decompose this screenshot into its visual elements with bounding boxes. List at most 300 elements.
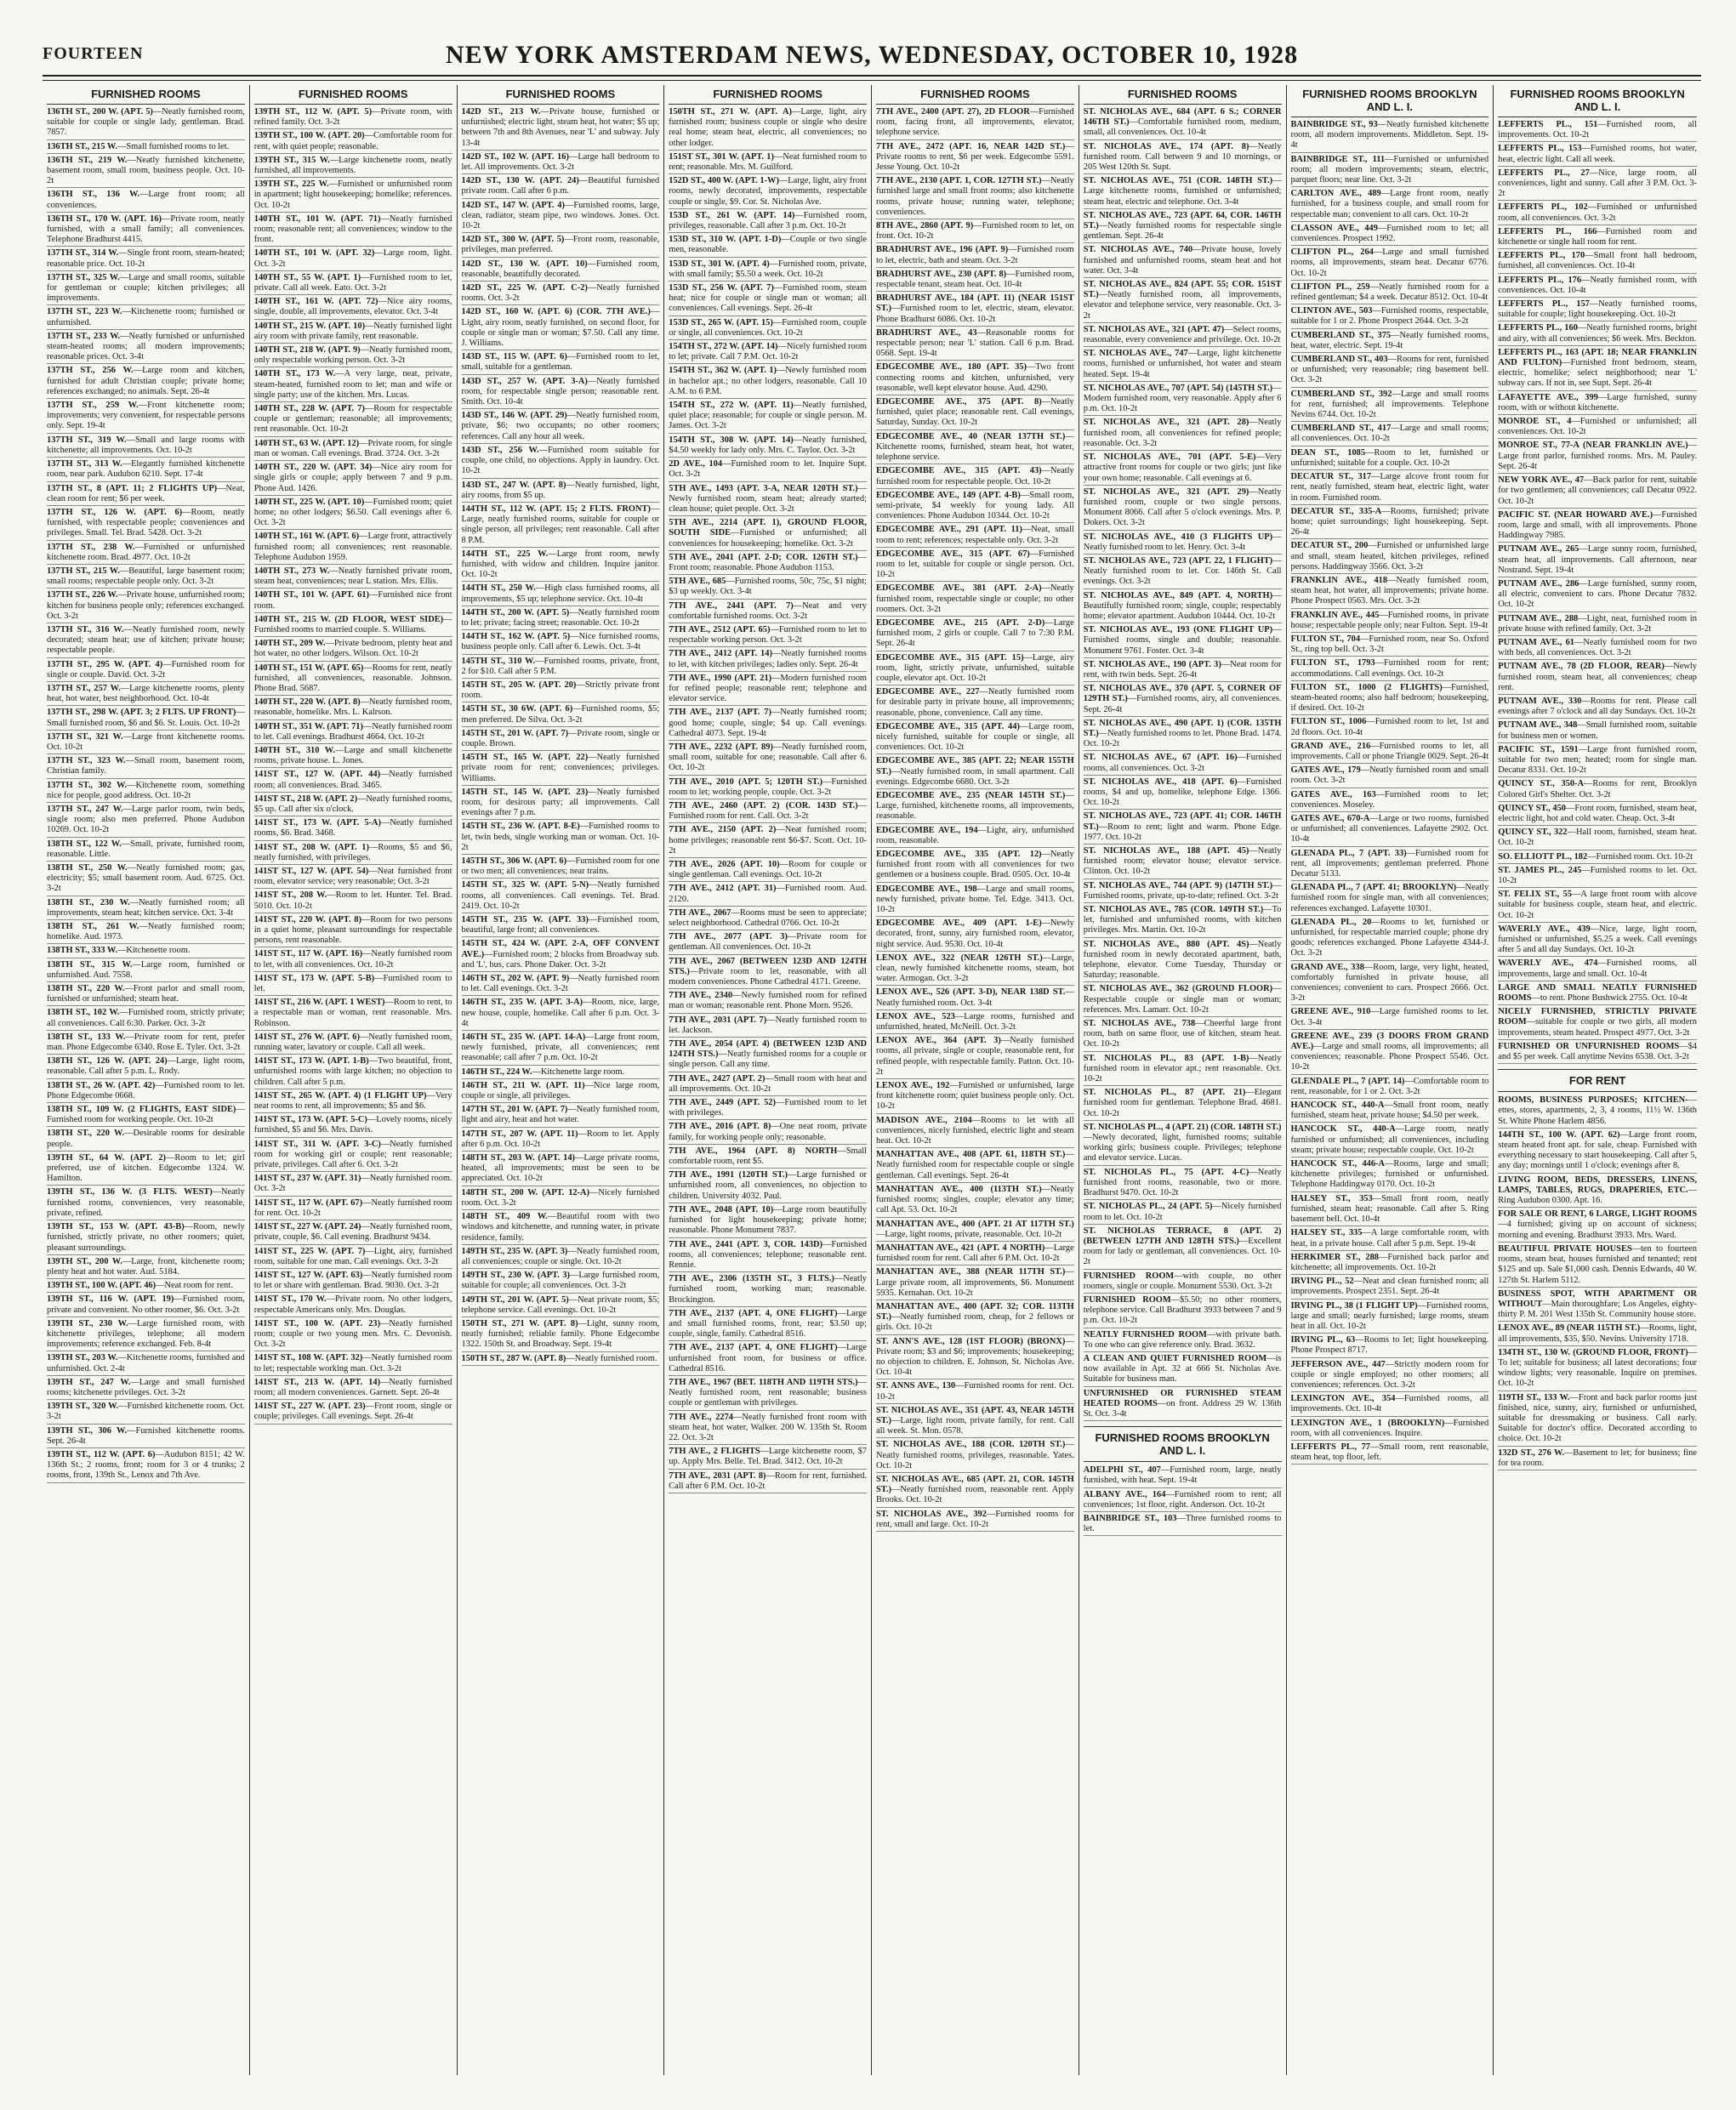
ad-separator: — — [891, 1312, 901, 1322]
classified-ad — [669, 342, 867, 364]
ad-text: Neatly furnished room; good home; couple, single; $4 up. Call evenings. Cathedral 4073. Sept. 19-4t — [669, 708, 867, 738]
ad-text: Neatly furnished rooms to let, with kitchen privileges; ladies only. Sept. 26-4t — [669, 649, 867, 669]
ad-address: 140TH ST., 63 W. (APT. 12) — [253, 438, 360, 448]
ad-separator: — — [578, 1318, 587, 1328]
classified-ad — [876, 583, 1074, 617]
ad-text: Furnished room to let; all conveniences. Prospect 1992. — [1290, 223, 1489, 244]
classified-ad — [1498, 1448, 1697, 1470]
ad-text: Private house, furnished or unfurnished; electric light, steam heat, hot water; $5 up; between 7th and 8th Avenues, near 'L' and subway. July 13-4t — [461, 107, 660, 148]
ad-separator: — — [857, 483, 867, 493]
column-heading: FURNISHED ROOMS — [669, 85, 867, 105]
ad-address: 7TH AVE., 2016 (APT. 8) — [669, 1122, 771, 1132]
classified-ad — [47, 1222, 245, 1255]
ad-text: Neatly furnished room, rent reasonable; business couple or gentleman with privileges. — [669, 1388, 867, 1408]
classified-ad — [669, 1146, 867, 1169]
ad-address: 150TH ST., 271 W. (APT. 8) — [461, 1318, 578, 1328]
ad-address: EDGECOMBE AVE., 409 (APT. 1-E) — [876, 919, 1042, 929]
ad-separator: — — [1366, 717, 1375, 727]
ad-text: Large parlor room, twin beds, single room; also men preferred. Phone Audubon 10269. Oct. 10-2t — [47, 804, 245, 835]
ad-address: HANCOCK ST., 440-A — [1290, 1124, 1396, 1135]
ad-address: 138TH ST., 109 W. (2 FLIGHTS, EAST SIDE) — [47, 1105, 236, 1115]
ad-text: Newly decorated, front, sunny, airy furnished room, elevator, night service. Aud. 9530. Oct. 10-4t — [876, 919, 1074, 949]
ad-separator: — — [1160, 1465, 1170, 1476]
ad-address: SO. ELLIOTT PL., 182 — [1498, 851, 1588, 862]
classified-ad — [669, 649, 867, 671]
ad-separator: — — [1571, 890, 1581, 900]
ad-separator: — — [1362, 1228, 1371, 1238]
ad-separator: — — [1041, 919, 1051, 929]
ad-text: $4 and $5 per week. Call anytime Nevins 6538. Oct. 3-2t — [1498, 1041, 1697, 1062]
classified-ad — [876, 293, 1074, 327]
classified-ad — [1084, 487, 1282, 531]
classified-ad — [1498, 227, 1697, 249]
classified-ad — [254, 321, 452, 344]
ad-text: Nice, large room, all conveniences, light and sunny. Call after 3 P.M. Oct. 3-2t — [1498, 168, 1697, 199]
ad-separator: — — [771, 649, 782, 659]
ad-separator: — — [122, 731, 132, 742]
ad-address: 141ST ST., 173 W. (APT. 1-B) — [253, 1056, 369, 1066]
classified-ad — [47, 946, 245, 958]
ad-separator: — — [1631, 1243, 1642, 1254]
ad-text: Front room, single or couple; privileges. Call evenings. Sept. 26-4t — [253, 1402, 452, 1422]
classified-ad — [462, 729, 660, 751]
classified-ad — [876, 1440, 1074, 1473]
ad-address: 137TH ST., 295 W. (APT. 4) — [47, 659, 163, 669]
ad-address: ST. ANN'S AVE., 128 (1ST FLOOR) (BRONX) — [876, 1336, 1066, 1346]
ad-address: 137TH ST., 126 W. (APT. 6) — [47, 507, 183, 517]
ad-text: Neatly furnished room to let. Jackson. — [669, 1015, 868, 1035]
ad-separator: — — [1442, 682, 1452, 692]
ad-text: Large private room, all improvements, $6. Monument 5935. Kernahan. Oct. 10-2t — [876, 1277, 1074, 1298]
ad-address: 141ST ST., 117 W. (APT. 16) — [253, 949, 363, 959]
ad-separator: — — [1542, 1299, 1551, 1309]
classified-columns — [43, 85, 1701, 2075]
ad-separator: — — [891, 766, 901, 776]
ad-address: 140TH ST., 101 W. (APT. 32) — [253, 248, 375, 259]
ad-separator: — — [1249, 418, 1258, 428]
ad-address: LAFAYETTE AVE., 399 — [1498, 392, 1598, 402]
ad-separator: — — [548, 549, 557, 559]
ad-address: 7TH AVE., 2472 (APT. 16, NEAR 142D ST.) — [876, 141, 1066, 151]
classified-ad — [47, 1056, 245, 1078]
classified-ad — [669, 1240, 867, 1273]
ad-address: 5TH AVE., 1493 (APT. 3-A, NEAR 120TH ST.) — [669, 483, 858, 493]
ad-separator: — — [1589, 299, 1599, 310]
classified-ad — [47, 484, 245, 506]
ad-address: 153D ST., 256 W. (APT. 7) — [669, 283, 774, 293]
classified-ad — [254, 615, 452, 637]
classified-ad — [1291, 331, 1489, 353]
ad-text: Large front parlor, furnished rooms. Mrs. M. Pauley. Sept. 26-4t — [1498, 451, 1697, 471]
ad-address: PUTNAM AVE., 265 — [1498, 544, 1579, 555]
classified-ad — [254, 345, 452, 367]
ad-separator: — — [1379, 1252, 1388, 1262]
ad-address: ST. NICHOLAS AVE., 362 (GROUND FLOOR) — [1083, 984, 1273, 994]
ad-separator: — — [576, 680, 585, 690]
newspaper-title: NEW YORK AMSTERDAM NEWS, WEDNESDAY, OCTOBER 10, 1928 — [445, 41, 1299, 69]
ad-text: Elegant furnished room for gentleman. Telephone Brad. 4681. Oct. 10-2t — [1083, 1088, 1282, 1118]
ad-text: Room to rent, to a respectable man or woman, rent reasonable. Mrs. Robinson. — [253, 998, 452, 1028]
classified-ad — [1084, 1202, 1282, 1224]
ad-text: Large private rooms, heated, all improvements; must be seen to be appreciated. Oct. 10-2t — [461, 1153, 660, 1184]
ad-separator: — — [380, 818, 390, 828]
ad-text: Furnished rooms to let. Oct. 10-2t — [1498, 865, 1697, 885]
ad-address: 139TH ST., 203 W. — [47, 1353, 118, 1363]
ad-separator: — — [566, 480, 575, 490]
ad-separator: — — [1157, 1398, 1167, 1408]
ad-separator: — — [362, 721, 373, 731]
ad-text: Hall room, furnished, steam heat. Oct. 10-2t — [1498, 828, 1698, 848]
ad-text: Rooms to let; light housekeeping. Phone Prospect 8717. — [1290, 1335, 1489, 1356]
ad-separator: — — [1590, 924, 1600, 934]
classified-ad — [254, 998, 452, 1031]
classified-ad — [47, 960, 245, 982]
ad-text: Neatly furnished, quiet place; reasonable rent. Call evenings, Saturday, Sunday. Oct. 10-2t — [876, 397, 1074, 428]
classified-ad — [254, 498, 452, 531]
ad-text: Rooms for rent, neatly furnished, all conveniences, reasonable. Johnson. Phone Brad. 5687. — [253, 663, 452, 693]
ad-address: LENOX AVE., 523 — [876, 1011, 955, 1021]
classified-ad — [47, 781, 245, 803]
classified-ad — [462, 608, 660, 630]
ad-text: Private room for gentleman. All conveniences. Oct. 10-2t — [669, 932, 867, 953]
classified-ad — [254, 818, 452, 840]
classified-ad — [1498, 1095, 1697, 1129]
ad-separator: — — [368, 1056, 379, 1066]
ad-address: 140TH ST., 101 W. (APT. 61) — [253, 590, 369, 600]
ad-text: Furnished or unfurnished kitchenette room. Brad. 4977. Oct. 10-2t — [47, 542, 245, 562]
classified-ad — [462, 201, 660, 234]
ad-separator: — — [1377, 223, 1387, 233]
classified-ad — [462, 822, 660, 855]
ad-separator: — — [1006, 269, 1016, 279]
ad-text: Neatly furnished room; reasonable rent; all conveniences; window to the front. — [253, 213, 452, 245]
ad-text: Neatly furnished room, all improvements, elevator and telephone service, very reasonable. Oct. 3-2t — [1083, 290, 1282, 321]
ad-address: 153D ST., 310 W. (APT. 1-D) — [669, 235, 782, 245]
ad-separator: — — [538, 445, 548, 455]
ad-address: 138TH ST., 26 W. (APT. 42) — [47, 1080, 156, 1090]
column-6 — [1079, 85, 1287, 2075]
classified-ad — [1084, 846, 1282, 879]
classified-ad — [669, 1471, 867, 1493]
classified-ad — [1084, 777, 1282, 810]
ad-address: 147TH ST., 207 W. (APT. 11) — [461, 1129, 578, 1139]
classified-ad — [47, 660, 245, 682]
ad-text: Furnished rooms, $4 and up, homelike, telephone Edge. 1366. Oct. 10-2t — [1083, 776, 1282, 808]
classified-ad — [462, 998, 660, 1031]
ad-address: LEFFERTS PL., 27 — [1498, 168, 1590, 178]
ad-text: Neat furnished front room, elevator service; very reasonable; Oct. 3-2t — [253, 867, 452, 887]
classified-ad — [1291, 1419, 1489, 1441]
ad-separator: — — [443, 614, 452, 624]
classified-ad — [1498, 1393, 1697, 1447]
ad-text: Furnished room to let with privileges. — [669, 1098, 867, 1118]
ad-address: 139TH ST., 230 W. — [47, 1318, 128, 1328]
classified-ad — [1084, 719, 1282, 752]
ad-text: Neatly furnished, $4.50 weekly for lady only. Mrs. C. Taylor. Oct. 3-2t — [669, 435, 867, 455]
ad-address: DECATUR ST., 335-A — [1290, 506, 1382, 516]
ad-address: 141ST ST., 227 W. (APT. 24) — [253, 1222, 361, 1232]
ad-address: EDGECOMBE AVE., 227 — [876, 687, 980, 697]
classified-ad — [254, 1378, 452, 1400]
ad-text: To let; suitable for business; all latest decorations; four window lights; very reasonable. Inquire on premises. Oct. 10-2t — [1498, 1357, 1697, 1389]
classified-ad — [669, 283, 867, 316]
ad-separator: — — [1577, 323, 1587, 333]
ad-separator: — — [1664, 662, 1674, 672]
ad-address: 140TH ST., 218 W. (APT. 9) — [253, 345, 361, 355]
ad-text: Neatly furnished room, steam heat, hot water, all improvements; private home. Phone Prospect 0563. Mrs. Oct. 3-2t — [1290, 575, 1489, 606]
ad-separator: — — [778, 176, 788, 186]
classified-ad — [1084, 1054, 1282, 1087]
ad-separator: — — [1065, 790, 1074, 800]
ad-address: 149TH ST., 230 W. (APT. 3) — [461, 1271, 570, 1281]
ad-address: 7TH AVE., 2306 (135TH ST., 3 FLTS.) — [669, 1274, 834, 1284]
ad-separator: — — [139, 922, 148, 932]
ad-text: Furnished rooms to let, twin beds, single working man or woman. Oct. 10-2t — [461, 822, 660, 852]
classified-ad — [1084, 1389, 1282, 1422]
classified-ad — [1084, 452, 1282, 486]
classified-ad — [47, 190, 245, 212]
ad-text: Furnished rooms, single and double; reasonable. Monument 9761. Foster. Oct. 3-4t — [1083, 635, 1282, 656]
ad-text: One neat room, private family, for working people only; reasonable. — [669, 1122, 867, 1142]
classified-ad — [876, 466, 1074, 488]
ad-address: MANHATTAN AVE., 408 (APT. 61, 118TH ST.) — [876, 1150, 1066, 1160]
ad-separator: — — [1041, 1184, 1051, 1194]
ad-address: 146TH ST., 202 W. (APT. 9) — [461, 974, 570, 984]
classified-ad — [47, 732, 245, 754]
classified-ad — [254, 1056, 452, 1089]
classified-ad — [1084, 940, 1282, 983]
classified-ad — [47, 1353, 245, 1375]
classified-ad — [1291, 1032, 1489, 1075]
ad-text: Main thoroughfare; Los Angeles, eighty-thirty P. M. 201 West 135th St. Community house store. — [1498, 1299, 1697, 1320]
classified-ad — [669, 1074, 867, 1096]
ad-separator: — — [794, 210, 804, 220]
ad-address: 141ST ST., 216 W. (APT. 1 WEST) — [253, 998, 385, 1008]
ad-address: 137TH ST., 238 W. — [47, 542, 135, 552]
ad-separator: — — [1041, 176, 1051, 186]
classified-ad — [1498, 614, 1697, 636]
classified-ad — [876, 1381, 1074, 1403]
ad-text: Neat and very comfortable furnished rooms. Oct. 3-2t — [669, 600, 867, 621]
ad-separator: — — [359, 438, 368, 448]
classified-ad — [876, 722, 1074, 755]
classified-ad — [462, 1247, 660, 1269]
ad-address: LEFFERTS PL., 163 (APT. 18; NEAR FRANKLIN AND FULTON) — [1498, 347, 1697, 368]
ad-separator: — — [771, 708, 781, 718]
ad-text: Nice large room, couple or single, all privileges. — [461, 1080, 660, 1101]
classified-ad — [47, 1402, 245, 1424]
ad-text: Small comfortable room, rent $5. — [669, 1146, 867, 1167]
classified-ad — [1498, 120, 1697, 142]
classified-ad — [1084, 1465, 1282, 1487]
ad-separator: — — [362, 1270, 372, 1280]
ad-separator: — — [1174, 1271, 1183, 1281]
ad-text: Furnished back parlor and kitchenette; all improvements. Oct. 10-2t — [1290, 1252, 1489, 1272]
ad-text: Large furnished rooms to let. Oct. 3-4t — [1290, 1007, 1489, 1027]
ad-separator: — — [327, 890, 336, 901]
ad-separator: — — [781, 235, 790, 245]
ad-text: Neatly furnished rooms, $6. Brad. 3468. — [253, 818, 452, 839]
ad-address: FULTON ST., 1006 — [1290, 717, 1367, 727]
ad-address: 5TH AVE., 2041 (APT. 2-D; COR. 126TH ST.) — [669, 552, 858, 562]
ad-separator: — — [162, 659, 172, 669]
ad-text: Kitchenette rooms, furnished, steam heat, hot water, telephone service. — [876, 441, 1074, 463]
ad-text: ettes, stores, apartments, 2, 3, 4 rooms, 11½ W. 136th St. White Phone Harlem 4856. — [1498, 1106, 1697, 1126]
ad-separator: — — [236, 708, 245, 718]
ad-separator: — — [777, 342, 787, 352]
ad-address: 146TH ST., 235 W. (APT. 3-A) — [461, 998, 583, 1008]
classified-ad — [876, 1185, 1074, 1218]
ad-text: Rooms, $5 and $6, neatly furnished, with privileges. — [253, 842, 452, 862]
ad-address: 7TH AVE., 2449 (APT. 52) — [669, 1098, 776, 1108]
ad-address: FURNISHED ROOM — [1083, 1294, 1171, 1305]
ad-address: LEFFERTS PL., 176 — [1498, 275, 1582, 285]
ad-address: 138TH ST., 250 W. — [47, 863, 128, 873]
classified-ad — [462, 152, 660, 174]
classified-ad — [1498, 1130, 1697, 1174]
ad-address: 141ST ST., 311 W. (APT. 3-C) — [253, 1139, 381, 1149]
ad-address: ST. NICHOLAS AVE., 723 (APT. 22, 1 FLIGHT) — [1083, 555, 1273, 566]
ad-text: Light, airy, furnished room, suitable for one man. Call evenings. Oct. 3-2t — [253, 1246, 452, 1266]
ad-address: 140TH ST., 310 W. — [253, 745, 335, 755]
ad-separator: — — [126, 435, 135, 445]
ad-address: NICELY FURNISHED, STRICTLY PRIVATE ROOM — [1498, 1007, 1697, 1027]
ad-text: Neatly furnished room, for respectable single person; reasonable rent. Smith. Oct. 10-4t — [461, 376, 660, 407]
ad-separator: — — [1029, 107, 1039, 117]
ad-address: EDGECOMBE AVE., 198 — [876, 884, 977, 894]
ad-separator: — — [127, 155, 136, 165]
ad-address: UNFURNISHED OR FURNISHED STEAM HEATED ROOMS — [1083, 1388, 1282, 1408]
ad-separator: — — [793, 401, 803, 411]
ad-text: Furnished room for single or couple. David. Oct. 3-2t — [47, 659, 245, 680]
ad-address: 141ST ST., 213 W. (APT. 14) — [253, 1377, 381, 1387]
ad-text: Two beautiful, front, unfurnished rooms with large kitchen; no objection to children. Call after 5 p.m. — [253, 1056, 452, 1087]
ad-separator: — — [1381, 506, 1391, 516]
page-number: FOURTEEN — [43, 44, 144, 63]
classified-ad — [1498, 1007, 1697, 1040]
ad-text: Front room, reasonable, privileges, man preferred. — [461, 235, 660, 255]
ad-separator: — — [1597, 120, 1607, 129]
ad-text: Kitchenette room, something nice for people, good address. Oct. 10-2t — [47, 780, 245, 800]
ad-text: Newly furnished room, steam heat, all conveniences; cheap rent. — [1498, 662, 1697, 692]
ad-separator: — — [372, 107, 381, 117]
ad-text: Newly decorated, light, furnished rooms; suitable working girls; business couple. Privileges; telephone and elevator service. Lucas. — [1083, 1133, 1282, 1163]
ad-address: 145TH ST., 310 W. — [461, 656, 536, 666]
ad-address: 136TH ST., 200 W. (APT. 5) — [47, 107, 153, 117]
classified-ad — [462, 1188, 660, 1210]
ad-separator: — — [368, 867, 378, 876]
ad-address: ST. NICHOLAS AVE., 410 (3 FLIGHTS UP) — [1083, 532, 1273, 542]
ad-address: 7TH AVE., 2274 — [669, 1412, 733, 1422]
classified-ad — [47, 756, 245, 778]
ad-address: 141ST ST., 220 W. (APT. 8) — [253, 914, 361, 924]
ad-text: Furnished room for rent, all improvements; gentleman preferred. Phone Decatur 5133. — [1290, 848, 1489, 879]
ad-text: Strictly private front room. — [461, 680, 660, 701]
ad-address: 134TH ST., 130 W. (GROUND FLOOR, FRONT) — [1498, 1347, 1688, 1357]
ad-address: PACIFIC ST., 1591 — [1498, 744, 1579, 754]
ad-address: GLENDALE PL., 7 (APT. 14) — [1290, 1076, 1405, 1086]
ad-separator: — — [776, 884, 785, 894]
ad-address: 7TH AVE., 2026 (APT. 10) — [669, 860, 780, 869]
ad-address: NEW YORK AVE., 47 — [1498, 475, 1585, 486]
ad-text: Neat, small room to rent; references; respectable only. Oct. 3-2t — [876, 525, 1074, 545]
ad-separator: — — [1372, 1193, 1382, 1203]
ad-address: 137TH ST., 8 (APT. 11; 2 FLIGHTS UP) — [47, 483, 218, 493]
classified-ad — [1084, 1088, 1282, 1121]
ad-separator: — — [1369, 282, 1379, 292]
ad-text: Nice furnished rooms, business people only. Call after 6. Lewis. Oct. 3-4t — [461, 632, 660, 652]
ad-address: 144TH ST., 200 W. (APT. 5) — [461, 607, 570, 617]
classified-ad — [462, 1129, 660, 1152]
ad-text: Nicely furnished room to let. Oct. 10-2t — [1083, 1202, 1282, 1222]
ad-separator: — — [334, 745, 344, 755]
ad-separator: — — [1368, 541, 1377, 551]
ad-separator: — — [372, 463, 381, 473]
classified-ad — [47, 214, 245, 247]
ad-text: Light, neat, furnished room in private house with refined family. Oct. 3-2t — [1498, 613, 1697, 634]
ad-text: Large, clean, newly furnished kitchenette rooms, steam, hot water. Armogan. Oct. 3-2t — [876, 953, 1074, 984]
classified-ad — [669, 708, 867, 741]
classified-ad — [1084, 107, 1282, 140]
ad-text: Large room, furnished or unfurnished. Aud. 7558. — [47, 959, 245, 980]
ad-separator: — — [1526, 1017, 1536, 1027]
classified-ad — [462, 1105, 660, 1127]
ad-address: PUTNAM AVE., 286 — [1498, 578, 1579, 589]
column-heading: FURNISHED ROOMS — [462, 85, 660, 105]
ad-text: Neatly furnished room for rent. Oct. 10-2t — [253, 1197, 452, 1218]
ad-separator: — — [587, 376, 597, 386]
classified-ad — [47, 984, 245, 1006]
ad-text: Furnished room, with all conveniences. Inquire. — [1290, 1418, 1489, 1438]
ad-text: Neatly furnished room, reasonable, homelike. Mrs. L. Kalrson. — [253, 697, 452, 718]
ad-address: 141ST ST., 218 W. (APT. 2) — [253, 793, 358, 804]
classified-ad — [47, 1257, 245, 1279]
ad-address: JEFFERSON AVE., 447 — [1290, 1359, 1386, 1369]
classified-ad — [254, 746, 452, 768]
classified-ad — [254, 1247, 452, 1269]
ad-text: Large, light room, reasonable. Call after 5 p.m. L. Rody. — [47, 1056, 245, 1077]
classified-ad — [876, 1081, 1074, 1114]
ad-address: 140TH ST., 151 W. (APT. 65) — [253, 663, 364, 673]
ad-separator: — — [120, 331, 129, 341]
classified-ad — [1291, 120, 1489, 153]
ad-separator: — — [1313, 1042, 1323, 1052]
ad-address: ST. NICHOLAS AVE., 747 — [1083, 349, 1188, 359]
ad-text: Private bedroom, plenty heat and hot water, no other lodgers. Wilson. Oct. 10-2t — [253, 639, 452, 659]
ad-address: ST. NICHOLAS AVE., 707 (APT. 54) (145TH ST.) — [1083, 383, 1273, 393]
ad-address: LENOX AVE., 192 — [876, 1081, 950, 1091]
ad-separator: — — [1238, 1236, 1249, 1246]
classified-ad — [876, 328, 1074, 361]
ad-separator: — — [117, 141, 127, 151]
ad-address: 137TH ST., 325 W. — [47, 272, 120, 282]
ad-address: 153D ST., 301 W. (APT. 4) — [669, 259, 770, 269]
ad-separator: — — [1373, 247, 1383, 258]
ad-separator: — — [1249, 939, 1258, 949]
classified-ad — [669, 991, 867, 1013]
ad-separator: — — [130, 1377, 139, 1387]
classified-ad — [876, 549, 1074, 583]
ad-address: 136TH ST., 136 W. — [47, 190, 140, 200]
ad-address: 140TH ST., 220 W. (APT. 8) — [253, 697, 361, 708]
ad-separator: — — [361, 1222, 370, 1232]
classified-ad — [1498, 638, 1697, 660]
ad-address: 141ST ST., 100 W. (APT. 23) — [253, 1318, 381, 1328]
classified-ad — [876, 919, 1074, 952]
ad-address: 138TH ST., 333 W. — [47, 946, 117, 956]
ad-text: Furnished room, strictly private; all conveniences. Call 6:30. Parker. Oct. 3-2t — [47, 1008, 245, 1028]
ad-address: 137TH ST., 302 W. — [47, 780, 128, 790]
